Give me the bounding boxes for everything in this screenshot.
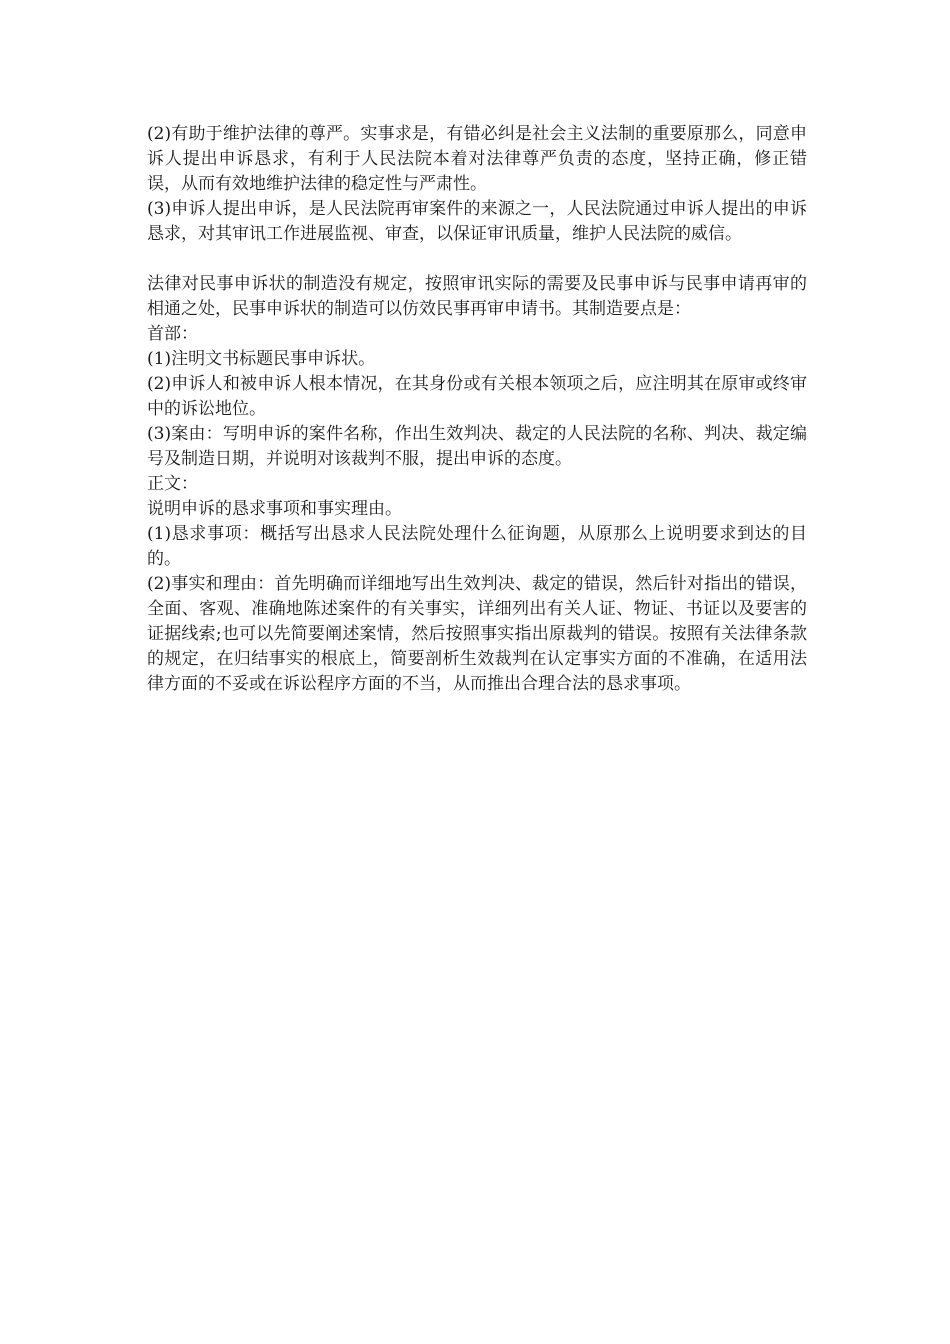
paragraph-title-item: (1)注明文书标题民事申诉状。 [147,349,376,369]
heading-header-part: 首部： [147,324,198,344]
document-body [147,122,807,697]
paragraph-spacer [147,247,807,272]
paragraph-facts-reasons-item: (2)事实和理由：首先明确而详细地写出生效判决、裁定的错误，然后针对指出的错误，全面、客观、准确地陈述案件的有关事实，详细列出有关人证、物证、书证以及要害的证据线索;也可以先简要阐述案情，然后按照事实指出原裁判的错误。按照有关法律条款的规定，在归结事实的根底上，简要剖析生效裁判在认定事实方面的不准确，在适用法律方面的不妥或在诉讼程序方面的不当，从而推出合理合法的恳求事项。 [147,574,807,694]
paragraph-body-intro: 说明申诉的恳求事项和事实理由。 [147,499,402,519]
paragraph-drafting-intro: 法律对民事申诉状的制造没有规定，按照审讯实际的需要及民事申诉与民事申请再审的相通之处，民事申诉状的制造可以仿效民事再审申请书。其制造要点是： [147,274,807,319]
paragraph-parties-item: (2)申诉人和被申诉人根本情况，在其身份或有关根本领项之后，应注明其在原审或终审中的诉讼地位。 [147,374,807,419]
paragraph-request-item: (1)恳求事项：概括写出恳求人民法院处理什么征询题，从原那么上说明要求到达的目的。 [147,524,807,569]
paragraph-dignity-of-law: (2)有助于维护法律的尊严。实事求是，有错必纠是社会主义法制的重要原那么，同意申诉人提出申诉恳求，有利于人民法院本着对法律尊严负责的态度，坚持正确，修正错误，从而有效地维护法律的稳定性与严肃性。 [147,124,807,194]
paragraph-cause-item: (3)案由：写明申诉的案件名称，作出生效判决、裁定的人民法院的名称、判决、裁定编号及制造日期，并说明对该裁判不服，提出申诉的态度。 [147,424,807,469]
heading-body-part: 正文： [147,474,198,494]
paragraph-retrial-source: (3)申诉人提出申诉，是人民法院再审案件的来源之一，人民法院通过申诉人提出的申诉恳求，对其审讯工作进展监视、审查，以保证审讯质量，维护人民法院的威信。 [147,199,807,244]
